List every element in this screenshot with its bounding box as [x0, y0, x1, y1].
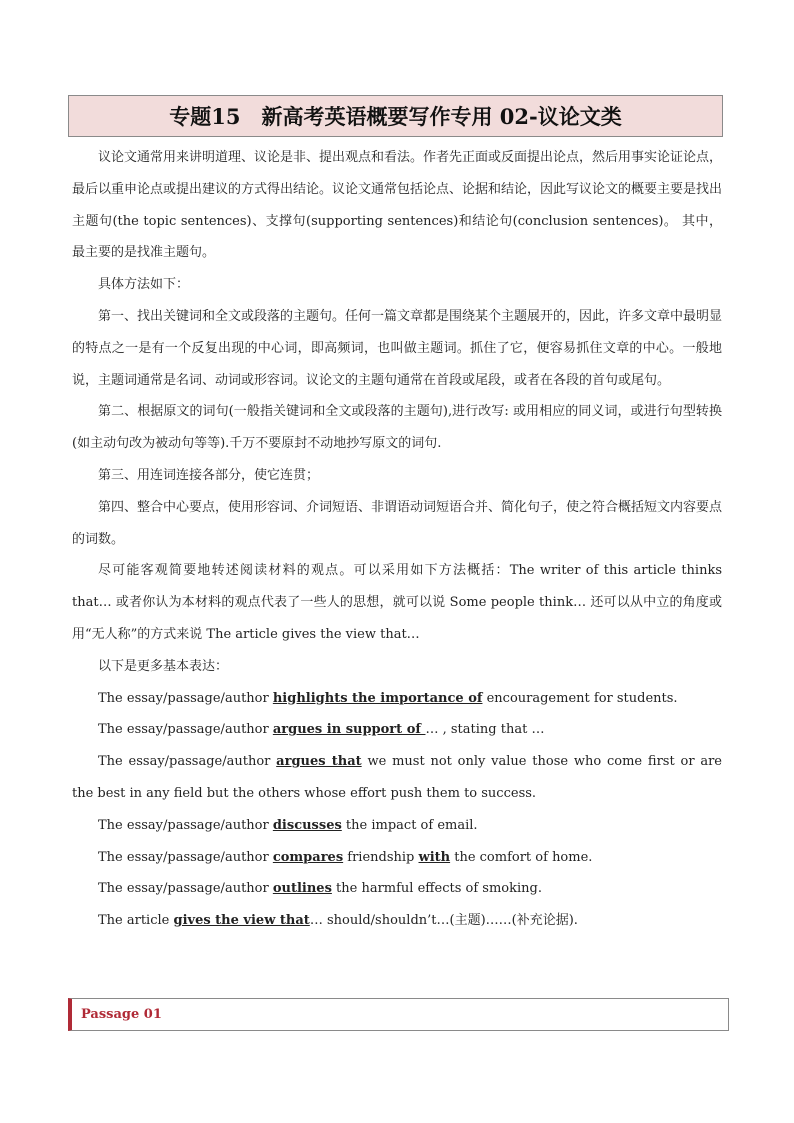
expression-suffix: encouragement for students.	[482, 690, 678, 706]
passage-label: Passage 01	[81, 1007, 162, 1022]
passage-header	[68, 998, 729, 1031]
method-one-paragraph: 第一、找出关键词和全文或段落的主题句。任何一篇文章都是围绕某个主题展开的，因此，许多文章中最明显的特点之一是有一个反复出现的中心词，即高频词，也叫做主题词。抓住了它，便容易抓住文章的中心。一般地说，主题词通常是名词、动词或形容词。议论文的主题句通常在首段或尾段，或者在各段的首句或尾句。	[72, 308, 723, 388]
expression-key: discusses	[272, 817, 342, 833]
expression-prefix: The essay/passage/author	[98, 881, 273, 897]
expression-key: with	[418, 849, 451, 865]
expression-prefix: The article	[98, 913, 174, 929]
expression-key: gives the view that	[173, 913, 310, 929]
expressions-heading: 以下是更多基本表达：	[98, 658, 229, 674]
expression-prefix: The essay/passage/author	[98, 690, 273, 706]
expression-key: outlines	[272, 881, 332, 897]
expression-key: highlights the importance of	[272, 690, 483, 706]
expression-suffix: the comfort of home.	[450, 849, 593, 865]
expression-line	[72, 714, 722, 746]
expression-suffix: we must not only value those who come first or are the best in any field but the others whose effort push them to success.	[72, 754, 722, 801]
expression-suffix: … , stating that …	[425, 722, 545, 738]
expression-prefix: The essay/passage/author	[98, 817, 273, 833]
page-title: 专题15 新高考英语概要写作专用 02-议论文类	[68, 95, 723, 137]
document-body	[72, 142, 722, 937]
expression-line	[72, 810, 722, 842]
expression-suffix: the harmful effects of smoking.	[331, 881, 542, 897]
expression-line	[72, 683, 722, 715]
intro-paragraph: 议论文通常用来讲明道理、议论是非、提出观点和看法。作者先正面或反面提出论点，然后用事实论证论点，最后以重申论点或提出建议的方式得出结论。议论文通常包括论点、论据和结论，因此写议论文的概要主要是找出主题句(the topic sentences)、支撑句(supporting sentences)和结论句(conclusion sentences)。 其中，最主要的是找准主题句。	[72, 150, 723, 261]
expression-key: argues in support of	[272, 722, 426, 738]
method-two-paragraph: 第二、根据原文的词句(一般指关键词和全文或段落的主题句),进行改写: 或用相应的同义词，或进行句型转换(如主动句改为被动句等等).千万不要原封不动地抄写原文的词句.	[72, 404, 722, 452]
expression-suffix: friendship	[343, 849, 419, 865]
expression-line	[72, 746, 722, 810]
expression-suffix: the impact of email.	[341, 817, 478, 833]
expression-prefix: The essay/passage/author	[98, 754, 277, 770]
viewpoint-paragraph: 尽可能客观简要地转述阅读材料的观点。可以采用如下方法概括：The writer of this article thinks that… 或者你认为本材料的观点代表了一些人的思想，就可以说 Some people think… 还可以从中立的角度或用“无人称”的方式来说 The article gives the view that…	[72, 563, 722, 642]
expression-key: argues that	[276, 754, 362, 770]
expression-prefix: The essay/passage/author	[98, 722, 273, 738]
method-four-paragraph: 第四、整合中心要点，使用形容词、介词短语、非谓语动词短语合并、简化句子，使之符合概括短文内容要点的词数。	[72, 499, 723, 547]
method-three-paragraph: 第三、用连词连接各部分，使它连贯；	[98, 467, 320, 483]
expression-line	[72, 873, 722, 905]
methods-heading: 具体方法如下：	[98, 277, 190, 293]
expression-prefix: The essay/passage/author	[98, 849, 273, 865]
expression-suffix: … should/shouldn’t…(主题)……(补充论据).	[309, 913, 578, 929]
expression-line	[72, 842, 722, 874]
expression-key: compares	[272, 849, 344, 865]
expression-line	[72, 905, 722, 937]
